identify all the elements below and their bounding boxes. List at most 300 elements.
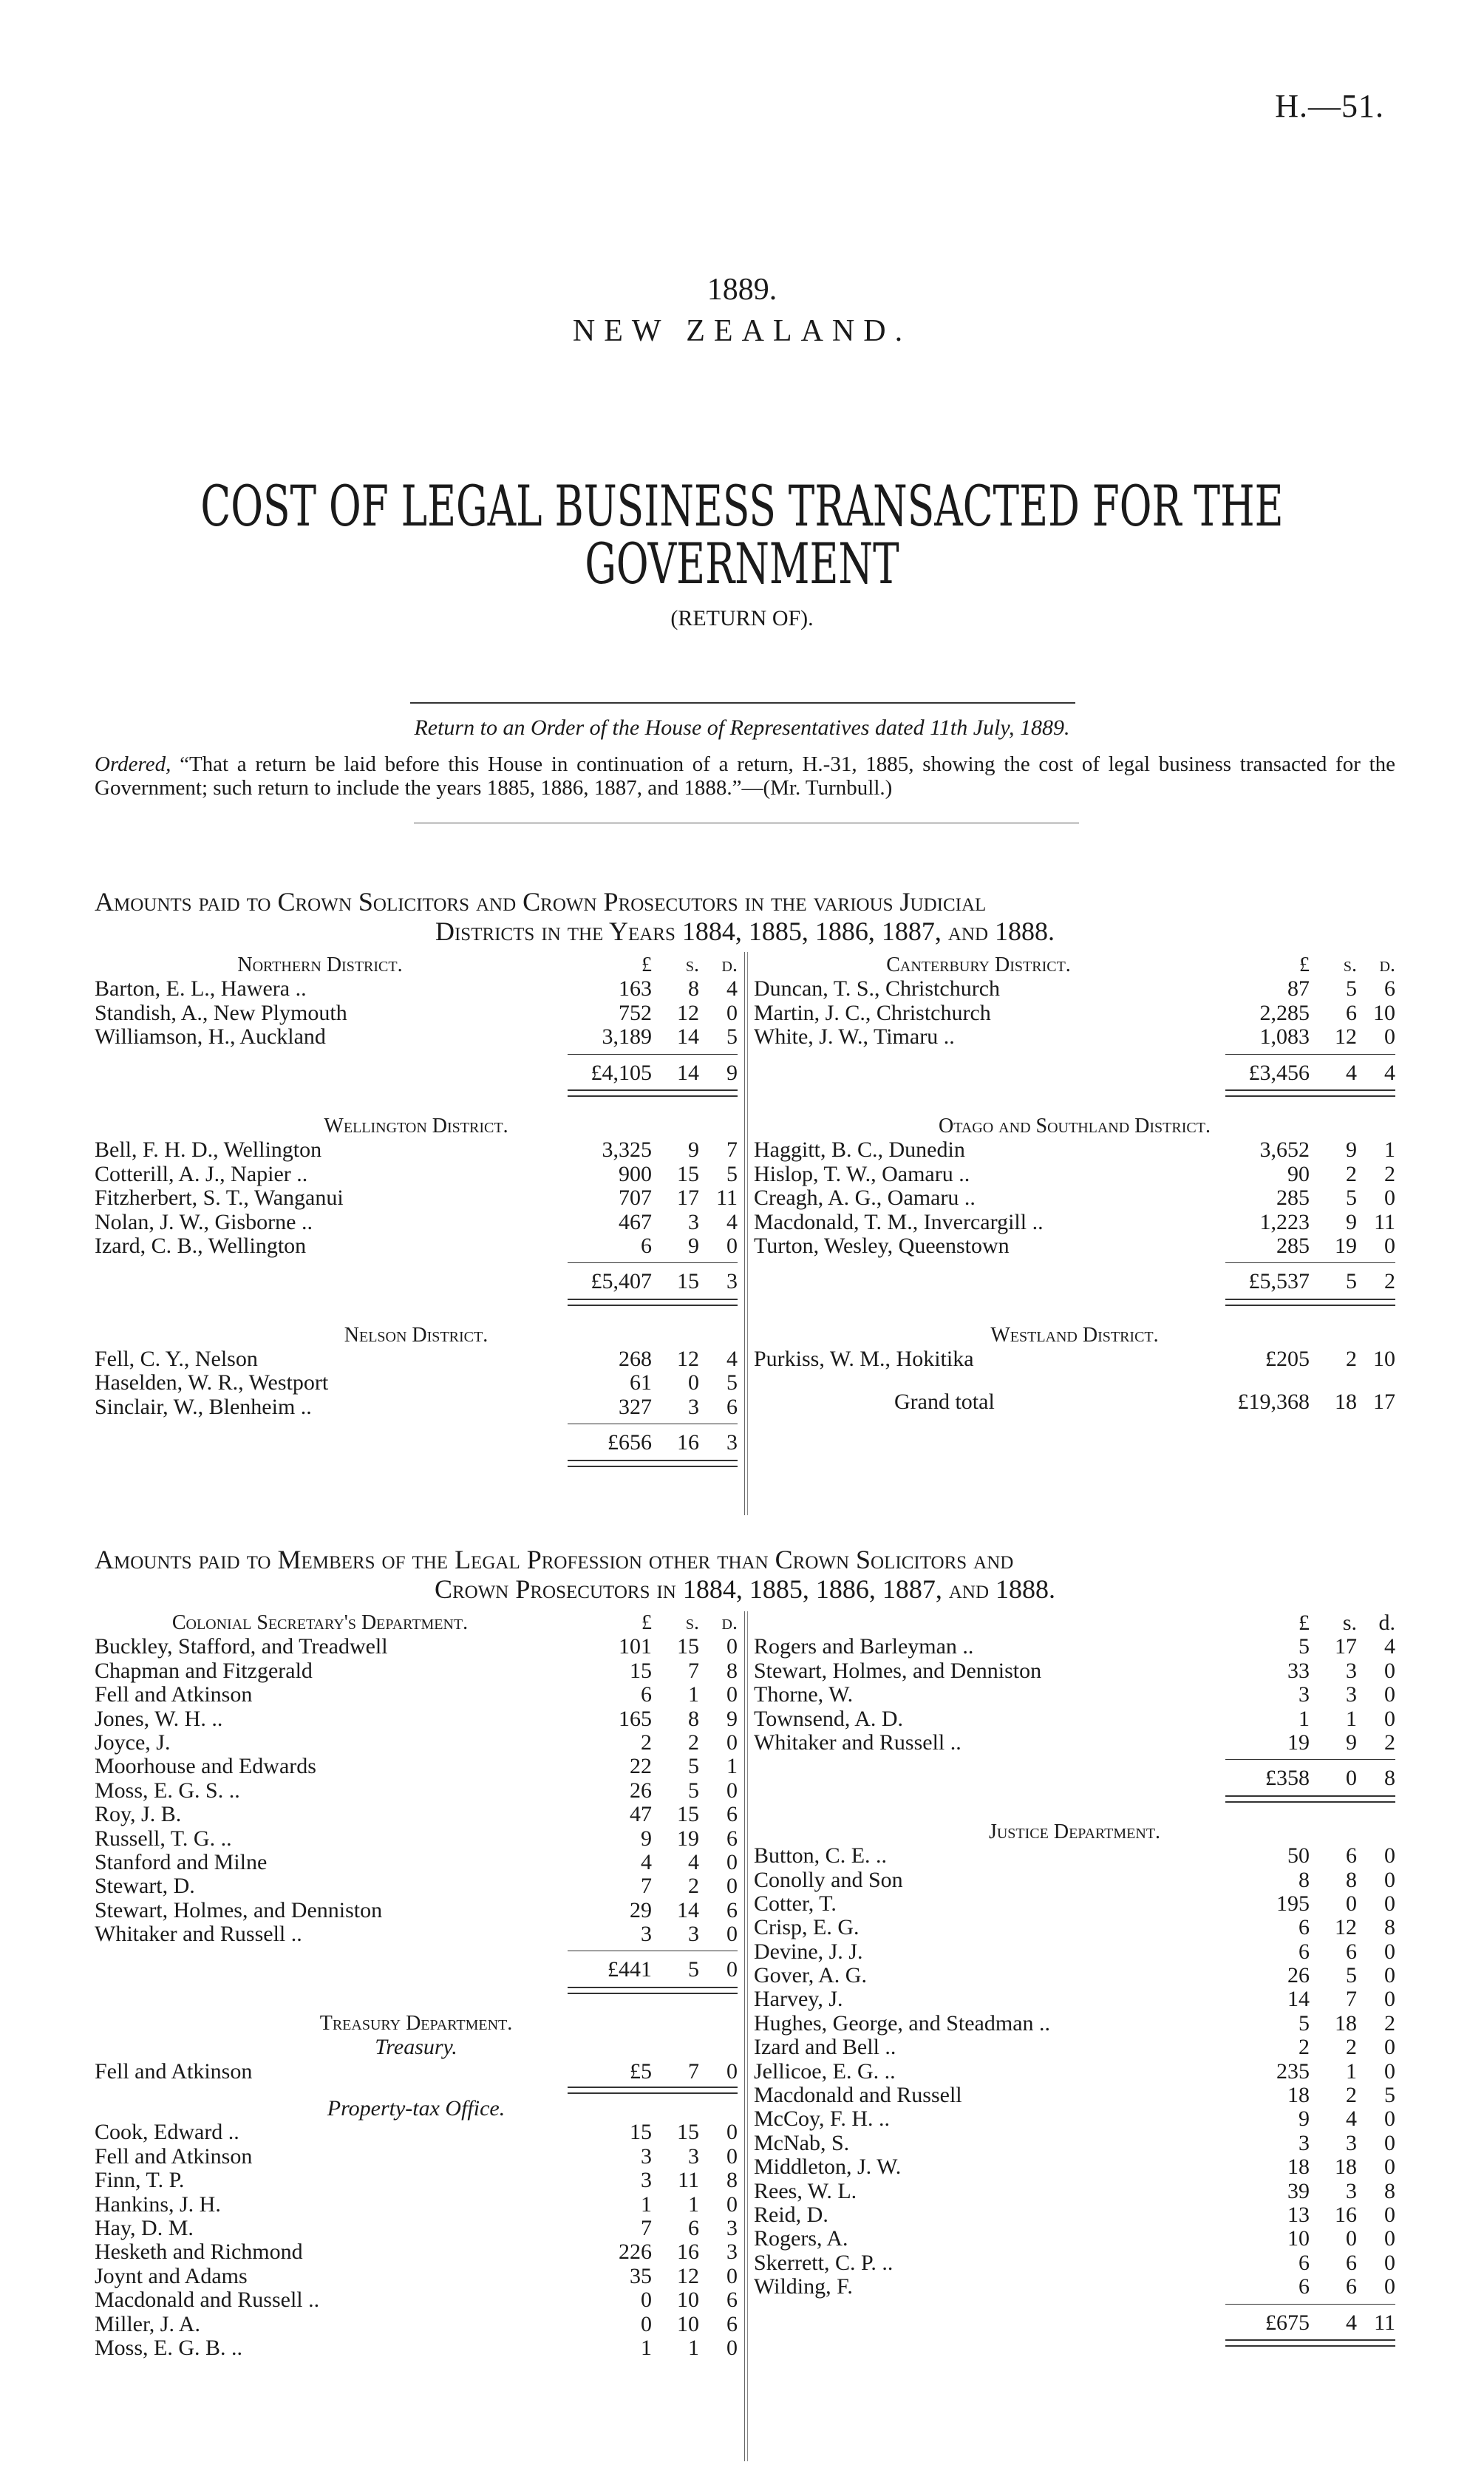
payee-name: Rogers, A. xyxy=(754,2226,848,2251)
payee-name: Duncan, T. S., Christchurch xyxy=(754,976,1001,1002)
document-subtitle: (RETURN OF). xyxy=(670,606,814,630)
amount-pounds: 33 xyxy=(1287,1658,1310,1683)
amount-pounds: 2,285 xyxy=(1259,1000,1310,1025)
amount-pounds: 10 xyxy=(1287,2226,1310,2251)
total-row xyxy=(95,1061,738,1085)
table-row xyxy=(95,1186,738,1210)
table-row xyxy=(95,2217,738,2240)
ordered-label: Ordered, xyxy=(95,752,171,776)
table-row xyxy=(95,1827,738,1851)
total-rule-row xyxy=(754,2299,1395,2311)
amount-pounds: 26 xyxy=(630,1778,652,1803)
amount-shillings: 8 xyxy=(688,1706,699,1731)
amount-pence: 0 xyxy=(726,2058,738,2084)
amount-shillings: 7 xyxy=(688,2058,699,2084)
amount-pounds: 15 xyxy=(630,2120,652,2145)
payee-name: Moorhouse and Edwards xyxy=(95,1754,316,1779)
table-row xyxy=(754,2012,1395,2036)
document-year: 1889. xyxy=(707,273,777,307)
district-heading xyxy=(95,1115,738,1138)
amount-pence: 6 xyxy=(726,1826,738,1851)
amount-pounds: 900 xyxy=(619,1161,652,1186)
amount-shillings: 1 xyxy=(688,1682,699,1707)
table-row xyxy=(95,2265,738,2288)
table-row xyxy=(754,2036,1395,2059)
table-row xyxy=(95,1755,738,1778)
table-row xyxy=(754,1892,1395,1916)
amount-pounds: 235 xyxy=(1276,2058,1310,2084)
table-row xyxy=(754,1964,1395,1987)
payee-name: Standish, A., New Plymouth xyxy=(95,1000,347,1025)
amount-shillings: 5 xyxy=(1346,1963,1357,1988)
payee-name: Thorne, W. xyxy=(754,1682,854,1707)
amount-shillings: 11 xyxy=(678,2168,699,2193)
amount-shillings: 10 xyxy=(677,2311,699,2336)
payee-name: Stewart, Holmes, and Denniston xyxy=(754,1658,1042,1683)
amount-shillings: 2 xyxy=(1346,1347,1357,1372)
double-rule xyxy=(568,2087,738,2094)
district-heading-text: Otago and Southland District. xyxy=(939,1114,1211,1138)
payee-name: Cotter, T. xyxy=(754,1891,837,1916)
amount-pence: 6 xyxy=(726,1897,738,1922)
amount-pounds: £656 xyxy=(607,1430,652,1455)
total-row xyxy=(754,1270,1395,1293)
amount-shillings: 1 xyxy=(688,2335,699,2360)
total-row xyxy=(95,1270,738,1293)
payee-name: Williamson, H., Auckland xyxy=(95,1024,326,1050)
payee-name: Whitaker and Russell .. xyxy=(95,1922,302,1947)
double-rule xyxy=(1225,1299,1395,1306)
amount-shillings: 0 xyxy=(1346,1766,1357,1791)
payee-name: Buckley, Stafford, and Treadwell xyxy=(95,1634,388,1659)
amount-pounds: 268 xyxy=(619,1347,652,1372)
amount-pounds: 3 xyxy=(641,1922,652,1947)
amount-pounds: 3 xyxy=(1298,1682,1310,1707)
payee-name: Fell, C. Y., Nelson xyxy=(95,1347,258,1372)
amount-pence: 3 xyxy=(726,1269,738,1294)
double-rule xyxy=(568,1987,738,1994)
payee-name: Joynt and Adams xyxy=(95,2263,248,2288)
amount-pence: 6 xyxy=(1384,976,1395,1002)
district-heading-text: Northern District. xyxy=(237,953,403,976)
amount-pence: 3 xyxy=(726,1430,738,1455)
amount-shillings: 0 xyxy=(1346,2226,1357,2251)
amount-pence: 0 xyxy=(1384,1233,1395,1258)
amount-pounds: £5,537 xyxy=(1248,1269,1310,1294)
table-row xyxy=(95,1803,738,1826)
amount-pence: 11 xyxy=(1374,1209,1395,1234)
amount-shillings: 8 xyxy=(1346,1867,1357,1892)
amount-shillings: 0 xyxy=(688,1370,699,1395)
amount-pence: 0 xyxy=(726,2191,738,2217)
amount-pence: 0 xyxy=(1384,2106,1395,2132)
amount-shillings: 14 xyxy=(677,1024,699,1050)
amount-shillings: 5 xyxy=(688,1957,699,1982)
amount-pounds: 6 xyxy=(1298,2274,1310,2299)
grand-total-row xyxy=(754,1390,1395,1414)
amount-pence: d. xyxy=(721,953,738,976)
amount-pounds: 6 xyxy=(1298,1915,1310,1940)
total-dbl-rule-row xyxy=(95,1982,738,2012)
amount-pounds: 47 xyxy=(630,1802,652,1827)
payee-name: Creagh, A. G., Oamaru .. xyxy=(754,1186,976,1211)
amount-pounds: 29 xyxy=(630,1897,652,1922)
amount-pounds: 0 xyxy=(641,2288,652,2313)
amount-shillings: 3 xyxy=(1346,2130,1357,2155)
payee-name: McCoy, F. H. .. xyxy=(754,2106,890,2132)
double-rule xyxy=(1225,1089,1395,1097)
amount-shillings: 6 xyxy=(688,2215,699,2240)
payee-name: Conolly and Son xyxy=(754,1867,903,1892)
amount-pounds: 1 xyxy=(641,2191,652,2217)
amount-pounds: 6 xyxy=(641,1233,652,1258)
table-row xyxy=(95,1163,738,1186)
amount-pence: 0 xyxy=(1384,1963,1395,1988)
payee-name: Barton, E. L., Hawera .. xyxy=(95,976,307,1002)
section1-heading-line2: Districts in the Years 1884, 1885, 1886, 1887, and 1888. xyxy=(435,917,1055,946)
amount-pence: 11 xyxy=(716,1186,738,1211)
amount-shillings: 16 xyxy=(677,1430,699,1455)
amount-pounds: 22 xyxy=(630,1754,652,1779)
amount-pence: 10 xyxy=(1373,1000,1395,1025)
district-heading xyxy=(754,1115,1395,1138)
payee-name: Macdonald and Russell .. xyxy=(95,2288,320,2313)
district-heading xyxy=(754,1820,1395,1844)
amount-pence: 0 xyxy=(1384,1939,1395,1964)
payee-name: Gover, A. G. xyxy=(754,1963,867,1988)
table-row xyxy=(754,1987,1395,2011)
payee-name: Whitaker and Russell .. xyxy=(754,1730,961,1755)
amount-shillings: 15 xyxy=(677,1634,699,1659)
amount-pence: 0 xyxy=(726,1730,738,1755)
payee-name: Haggitt, B. C., Dunedin xyxy=(754,1138,965,1163)
amount-pounds: 13 xyxy=(1287,2202,1310,2227)
section2-heading-line1: Amounts paid to Members of the Legal Profession other than Crown Solicitors and xyxy=(95,1545,1014,1574)
subsection-heading: Property-tax Office. xyxy=(327,2096,506,2121)
table-row xyxy=(95,2313,738,2336)
amount-shillings: s. xyxy=(1342,1611,1357,1635)
grand-total-label: Grand total xyxy=(894,1390,995,1415)
amount-pounds: £358 xyxy=(1265,1766,1310,1791)
amount-pounds: 5 xyxy=(1298,2010,1310,2036)
table-row xyxy=(754,2275,1395,2299)
amount-shillings: 16 xyxy=(1335,2202,1357,2227)
table-row xyxy=(95,1347,738,1371)
amount-pence: 8 xyxy=(726,1658,738,1683)
amount-pounds: £205 xyxy=(1265,1347,1310,1372)
total-row xyxy=(95,1958,738,1982)
amount-pence: 4 xyxy=(726,1347,738,1372)
amount-shillings: 5 xyxy=(688,1754,699,1779)
amount-shillings: 3 xyxy=(688,1922,699,1947)
total-rule-row xyxy=(95,1050,738,1061)
amount-shillings: 2 xyxy=(1346,2083,1357,2108)
amount-pence: 5 xyxy=(1384,2083,1395,2108)
double-rule xyxy=(568,1089,738,1097)
divider-rule xyxy=(410,702,1075,704)
amount-shillings: 6 xyxy=(1346,2274,1357,2299)
payee-name: Miller, J. A. xyxy=(95,2311,200,2336)
amount-pounds: 7 xyxy=(641,1874,652,1899)
amount-shillings: 5 xyxy=(688,1778,699,1803)
table-row xyxy=(754,2084,1395,2107)
amount-shillings: 2 xyxy=(1346,1161,1357,1186)
total-rule xyxy=(1225,1262,1395,1263)
amount-pounds: £ xyxy=(641,1611,652,1634)
table-row xyxy=(95,1211,738,1234)
amount-pence: d. xyxy=(1378,1611,1395,1635)
table-row xyxy=(754,1025,1395,1049)
amount-pence: 11 xyxy=(1374,2310,1395,2335)
amount-pence: 0 xyxy=(1384,1891,1395,1916)
amount-shillings: 8 xyxy=(688,976,699,1002)
amount-pence: 0 xyxy=(1384,1987,1395,2012)
amount-pence: 0 xyxy=(726,1922,738,1947)
amount-shillings: 1 xyxy=(1346,1706,1357,1731)
table-row xyxy=(95,2193,738,2217)
amount-pounds: 6 xyxy=(641,1682,652,1707)
double-rule xyxy=(568,1460,738,1467)
total-rule-row xyxy=(95,1258,738,1270)
amount-shillings: 5 xyxy=(1346,1186,1357,1211)
payee-name: Rogers and Barleyman .. xyxy=(754,1634,974,1659)
amount-pounds: 3,652 xyxy=(1259,1138,1310,1163)
district-heading xyxy=(95,953,738,977)
payee-name: Reid, D. xyxy=(754,2202,828,2227)
amount-shillings: 0 xyxy=(1346,1891,1357,1916)
amount-pence: 0 xyxy=(1384,1843,1395,1868)
amount-shillings: 12 xyxy=(677,2263,699,2288)
amount-pounds: 18 xyxy=(1287,2083,1310,2108)
amount-pence: 0 xyxy=(726,2120,738,2145)
district-heading-text: Nelson District. xyxy=(344,1323,489,1347)
amount-shillings: 14 xyxy=(677,1897,699,1922)
amount-pence: 6 xyxy=(726,1802,738,1827)
table-row xyxy=(754,2203,1395,2227)
amount-pence: 5 xyxy=(726,1161,738,1186)
payee-name: Rees, W. L. xyxy=(754,2178,857,2203)
amount-pence: 0 xyxy=(1384,2035,1395,2060)
amount-pence: 5 xyxy=(726,1024,738,1050)
amount-pence: 0 xyxy=(726,2143,738,2169)
amount-shillings: 15 xyxy=(677,1161,699,1186)
amount-pounds: £ xyxy=(1298,1611,1310,1635)
amount-pounds: 50 xyxy=(1287,1843,1310,1868)
amount-pence: 0 xyxy=(726,1233,738,1258)
table-row xyxy=(95,2240,738,2264)
amount-shillings: 3 xyxy=(688,2143,699,2169)
table-row xyxy=(95,1874,738,1898)
payee-name: McNab, S. xyxy=(754,2130,850,2155)
total-dbl-rule-row xyxy=(754,1791,1395,1820)
table-row xyxy=(754,1163,1395,1186)
amount-pence: 0 xyxy=(726,1957,738,1982)
payee-name: White, J. W., Timaru .. xyxy=(754,1024,955,1050)
amount-pounds: 6 xyxy=(1298,1939,1310,1964)
amount-pence: 0 xyxy=(726,2263,738,2288)
amount-pence: 4 xyxy=(726,976,738,1002)
amount-pence: 9 xyxy=(726,1706,738,1731)
table-row xyxy=(754,2060,1395,2084)
amount-pounds: £ xyxy=(1299,953,1310,976)
payee-name: Middleton, J. W. xyxy=(754,2155,902,2180)
table-row xyxy=(754,1234,1395,1258)
table-row xyxy=(754,1347,1395,1371)
amount-pounds: 18 xyxy=(1287,2155,1310,2180)
payee-name: Joyce, J. xyxy=(95,1730,171,1755)
total-rule-row xyxy=(95,1946,738,1958)
district-heading xyxy=(95,1324,738,1347)
payee-name: Chapman and Fitzgerald xyxy=(95,1658,313,1683)
amount-shillings: 14 xyxy=(677,1060,699,1085)
amount-shillings: s. xyxy=(685,953,699,976)
country-name: NEW ZEALAND. xyxy=(572,314,912,348)
table-row xyxy=(754,1002,1395,1025)
amount-shillings: 2 xyxy=(688,1730,699,1755)
amount-shillings: 3 xyxy=(1346,1658,1357,1683)
amount-shillings: 2 xyxy=(1346,2035,1357,2060)
table-row xyxy=(754,1635,1395,1659)
amount-shillings: 12 xyxy=(677,1000,699,1025)
amount-pounds: 26 xyxy=(1287,1963,1310,1988)
table-row xyxy=(754,977,1395,1001)
amount-pounds: 195 xyxy=(1276,1891,1310,1916)
total-rule-row xyxy=(95,1419,738,1431)
table-row xyxy=(95,1395,738,1419)
amount-pence: 0 xyxy=(1384,2130,1395,2155)
table-row xyxy=(95,1002,738,1025)
amount-pounds: 1,083 xyxy=(1259,1024,1310,1050)
payee-name: Wilding, F. xyxy=(754,2274,853,2299)
district-heading-text: Colonial Secretary's Department. xyxy=(171,1611,469,1634)
table-row xyxy=(95,977,738,1001)
amount-shillings: 15 xyxy=(677,1269,699,1294)
amount-pence: 5 xyxy=(726,1370,738,1395)
payee-name: Stewart, D. xyxy=(95,1874,195,1899)
amount-pounds: 707 xyxy=(619,1186,652,1211)
amount-shillings: 4 xyxy=(1346,2106,1357,2132)
payee-name: Fitzherbert, S. T., Wanganui xyxy=(95,1186,344,1211)
amount-shillings: 3 xyxy=(688,1394,699,1419)
amount-shillings: 9 xyxy=(1346,1209,1357,1234)
amount-pence: 0 xyxy=(726,1874,738,1899)
amount-pence: 4 xyxy=(1384,1060,1395,1085)
payee-name: Macdonald, T. M., Invercargill .. xyxy=(754,1209,1044,1234)
amount-shillings: 15 xyxy=(677,2120,699,2145)
amount-pounds: 39 xyxy=(1287,2178,1310,2203)
amount-pounds: 3 xyxy=(1298,2130,1310,2155)
amount-shillings: 18 xyxy=(1335,2155,1357,2180)
amount-pounds: 61 xyxy=(630,1370,652,1395)
amount-pounds: 90 xyxy=(1287,1161,1310,1186)
amount-pounds: 87 xyxy=(1287,976,1310,1002)
amount-pounds: 101 xyxy=(619,1634,652,1659)
total-rule-row xyxy=(754,1050,1395,1061)
amount-shillings: 6 xyxy=(1346,1000,1357,1025)
amount-shillings: 7 xyxy=(1346,1987,1357,2012)
amount-pounds: £4,105 xyxy=(590,1060,652,1085)
amount-pence: 0 xyxy=(1384,1658,1395,1683)
amount-shillings: 19 xyxy=(677,1826,699,1851)
district-heading-text: Wellington District. xyxy=(324,1114,508,1138)
payee-name: Purkiss, W. M., Hokitika xyxy=(754,1347,974,1372)
amount-shillings: 9 xyxy=(688,1138,699,1163)
total-dbl-rule-row xyxy=(754,2335,1395,2364)
amount-pence: d. xyxy=(721,1611,738,1634)
column-separator xyxy=(747,952,748,1515)
amount-shillings: 5 xyxy=(1346,976,1357,1002)
amount-pounds: £5,407 xyxy=(590,1269,652,1294)
amount-shillings: 15 xyxy=(677,1802,699,1827)
table-row xyxy=(754,2155,1395,2179)
table-row xyxy=(754,1868,1395,1892)
amount-shillings: 9 xyxy=(688,1233,699,1258)
amount-pounds: £ xyxy=(641,953,652,976)
payee-name: Crisp, E. G. xyxy=(754,1915,860,1940)
district-heading-text: Westland District. xyxy=(990,1323,1159,1347)
payee-name: Cook, Edward .. xyxy=(95,2120,239,2145)
payee-name: Hughes, George, and Steadman .. xyxy=(754,2010,1051,2036)
amount-pounds: 19 xyxy=(1287,1730,1310,1755)
amount-pence: 0 xyxy=(1384,1867,1395,1892)
section1-heading xyxy=(95,887,1395,946)
total-row xyxy=(95,1431,738,1455)
payee-name: Finn, T. P. xyxy=(95,2168,185,2193)
table-row xyxy=(95,1779,738,1803)
total-rule xyxy=(568,1054,738,1055)
district-heading xyxy=(754,1324,1395,1347)
amount-shillings: 6 xyxy=(1346,2250,1357,2275)
total-dbl-rule-row xyxy=(95,1455,738,1485)
amount-shillings: 4 xyxy=(688,1849,699,1874)
amount-pounds: 165 xyxy=(619,1706,652,1731)
payee-name: Stewart, Holmes, and Denniston xyxy=(95,1897,383,1922)
amount-pounds: 14 xyxy=(1287,1987,1310,2012)
district-heading xyxy=(95,1611,738,1635)
payee-name: Townsend, A. D. xyxy=(754,1706,904,1731)
amount-pounds: £3,456 xyxy=(1248,1060,1310,1085)
payee-name: Fell and Atkinson xyxy=(95,2143,253,2169)
payee-name: Stanford and Milne xyxy=(95,1849,268,1874)
amount-pence: 2 xyxy=(1384,1161,1395,1186)
table-row xyxy=(95,1635,738,1659)
payee-name: Jellicoe, E. G. .. xyxy=(754,2058,896,2084)
amount-pence: 0 xyxy=(1384,1706,1395,1731)
amount-shillings: 9 xyxy=(1346,1730,1357,1755)
amount-pounds: 3 xyxy=(641,2143,652,2169)
payee-name: Sinclair, W., Blenheim .. xyxy=(95,1394,312,1419)
amount-pence: 1 xyxy=(1384,1138,1395,1163)
amount-pence: 0 xyxy=(726,1000,738,1025)
total-dbl-rule-row xyxy=(754,1294,1395,1324)
amount-pence: 2 xyxy=(1384,2010,1395,2036)
payee-name: Fell and Atkinson xyxy=(95,2058,253,2084)
amount-pence: 6 xyxy=(726,1394,738,1419)
table-row xyxy=(754,2227,1395,2251)
amount-pounds: 226 xyxy=(619,2240,652,2265)
payee-name: Russell, T. G. .. xyxy=(95,1826,232,1851)
table-row xyxy=(95,2336,738,2360)
amount-shillings: 12 xyxy=(1335,1915,1357,1940)
subsection-heading: Treasury. xyxy=(375,2035,457,2060)
amount-pounds: 2 xyxy=(641,1730,652,1755)
amount-pounds: 9 xyxy=(641,1826,652,1851)
double-rule xyxy=(1225,2339,1395,2347)
table-row xyxy=(754,2251,1395,2275)
amount-pence: 0 xyxy=(1384,1024,1395,1050)
amount-shillings: 4 xyxy=(1346,2310,1357,2335)
amount-pounds: 1 xyxy=(641,2335,652,2360)
